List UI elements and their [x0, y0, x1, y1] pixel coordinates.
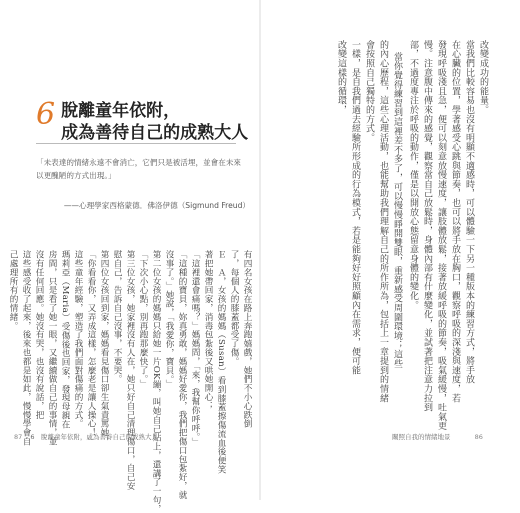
- text-column: 「你看看你，又弄成這樣，怎麼老是讓人操心！」: [86, 250, 96, 446]
- chapter-title-line: 成為善待自己的成熟大人: [61, 123, 249, 143]
- running-head: 6 脫離童年依附，成為善待自己的成熟大人: [30, 433, 158, 441]
- text-column: Ｅ Ａ，女孩的媽媽（Susan）看到膝蓋擦傷流血後便笑: [216, 250, 226, 474]
- chapter-title-line: 脫離童年依附，: [61, 101, 181, 121]
- text-column: 有四名女孩在路上奔跑嬉戲，她們不小心跌倒: [242, 250, 252, 428]
- text-column: 「這裡還會痛嗎？」媽媽問，「來，我幫你呼呼。」: [190, 250, 200, 447]
- text-column: 一樣，是自我們過去經驗所形成的行為模式，若是能夠好好照顧內在需求，便可能: [350, 40, 360, 375]
- epigraph-quote: 「未表達的情緒永遠不會消亡，它們只是被活埋，並會在未來以更醜陋的方式出現。」: [36, 158, 242, 180]
- chapter-title: [61, 100, 248, 144]
- text-column: 當你覺得練習到這裡差不多了，可以慢慢睜開雙眼，重新感受周圍環境；這些: [392, 52, 402, 369]
- text-column: 「這種的寶貝，妳真勇敢，媽媽好愛你，我們把傷口包紮好，就: [177, 250, 187, 500]
- chapter-heading: [36, 97, 249, 144]
- left-folio: [14, 432, 158, 441]
- text-column: 這些感受收了起來，後來也都是如此，慢慢學會自: [21, 250, 31, 446]
- right-folio: [392, 432, 483, 441]
- text-column: 己處理所有的情緒。: [8, 250, 18, 331]
- text-column: 第三位女孩，她家裡沒有人在，她只好自己清理傷口，自己安: [125, 250, 135, 491]
- divider: [36, 143, 236, 144]
- text-column: 第二位女孩的媽媽只給她一片OK繃，叫她自己貼上，還講了一句，: [151, 250, 161, 513]
- text-column: 的內心歷程，這些心理活動，也能幫助我們理解自己的所作所為，包括上一章提到的情緒: [378, 40, 388, 403]
- text-column: 當我們比較容易也沒有明顯不適感時，可以體驗一下另一種版本的練習方式，將手放: [464, 40, 474, 385]
- text-column: 著把她帶回家，消毒包紮後又哄她開心；: [203, 250, 213, 411]
- text-column: 房間，只是看了她一眼，又繼續做自己的事情，並: [47, 250, 57, 446]
- page-number: 87: [14, 433, 23, 441]
- epigraph-source: ——心理學家西格蒙德．佛洛伊德（Sigmund Freud）: [63, 201, 250, 210]
- text-column: 「下次小心點，別再跑那麼快了。」: [138, 250, 148, 389]
- text-column: 沒事了。」她說，「我愛你，寶貝。」: [164, 250, 174, 389]
- page-number: 86: [474, 433, 483, 441]
- text-column: 改變這樣的循環，: [336, 40, 346, 115]
- text-column: 第四位女孩回到家，媽媽看見傷口卻生氣責罵她，: [99, 250, 109, 446]
- text-column: 沒有任何回應。她沒有哭，也沒有說話，把: [34, 250, 44, 420]
- text-column: 會按照自己獨特的方式。: [364, 40, 374, 143]
- text-column: 發現呼吸淺且急，便可以刻意放慢速度，讓肢體放鬆，接著放緩呼吸的節奏，吸氣緩慢，吐氣更: [436, 40, 446, 431]
- text-column: 慢。注意腹中傳來的感覺，觀察當自己放鬆時，身體內部有什麼變化，並試著把注意力拉到: [422, 40, 432, 412]
- text-column: 慰自己，告訴自己沒事，不要哭。: [112, 250, 122, 384]
- chapter-number: 6: [36, 97, 56, 132]
- text-column: 瑪莉亞（Maria）受傷後也回家，發現母親在: [60, 250, 70, 429]
- running-head: 關照自我的情緒地景: [392, 433, 451, 441]
- book-gutter: [259, 0, 261, 500]
- text-column: 了，每個人的膝蓋都受了傷。: [229, 250, 239, 366]
- text-column: 部，不過度專注於呼吸的動作，僅是以開放心態留意身體的變化。: [408, 40, 418, 310]
- text-column: 這些童年經驗，塑造了我們面對傷痛的方式。: [73, 250, 83, 428]
- text-column: 在心臟的位置，學著感受心跳與節奏，也可以將手放在胸口，觀察呼吸的深淺與速度，若: [450, 40, 460, 403]
- text-column: 改變成功的能量。: [478, 40, 488, 115]
